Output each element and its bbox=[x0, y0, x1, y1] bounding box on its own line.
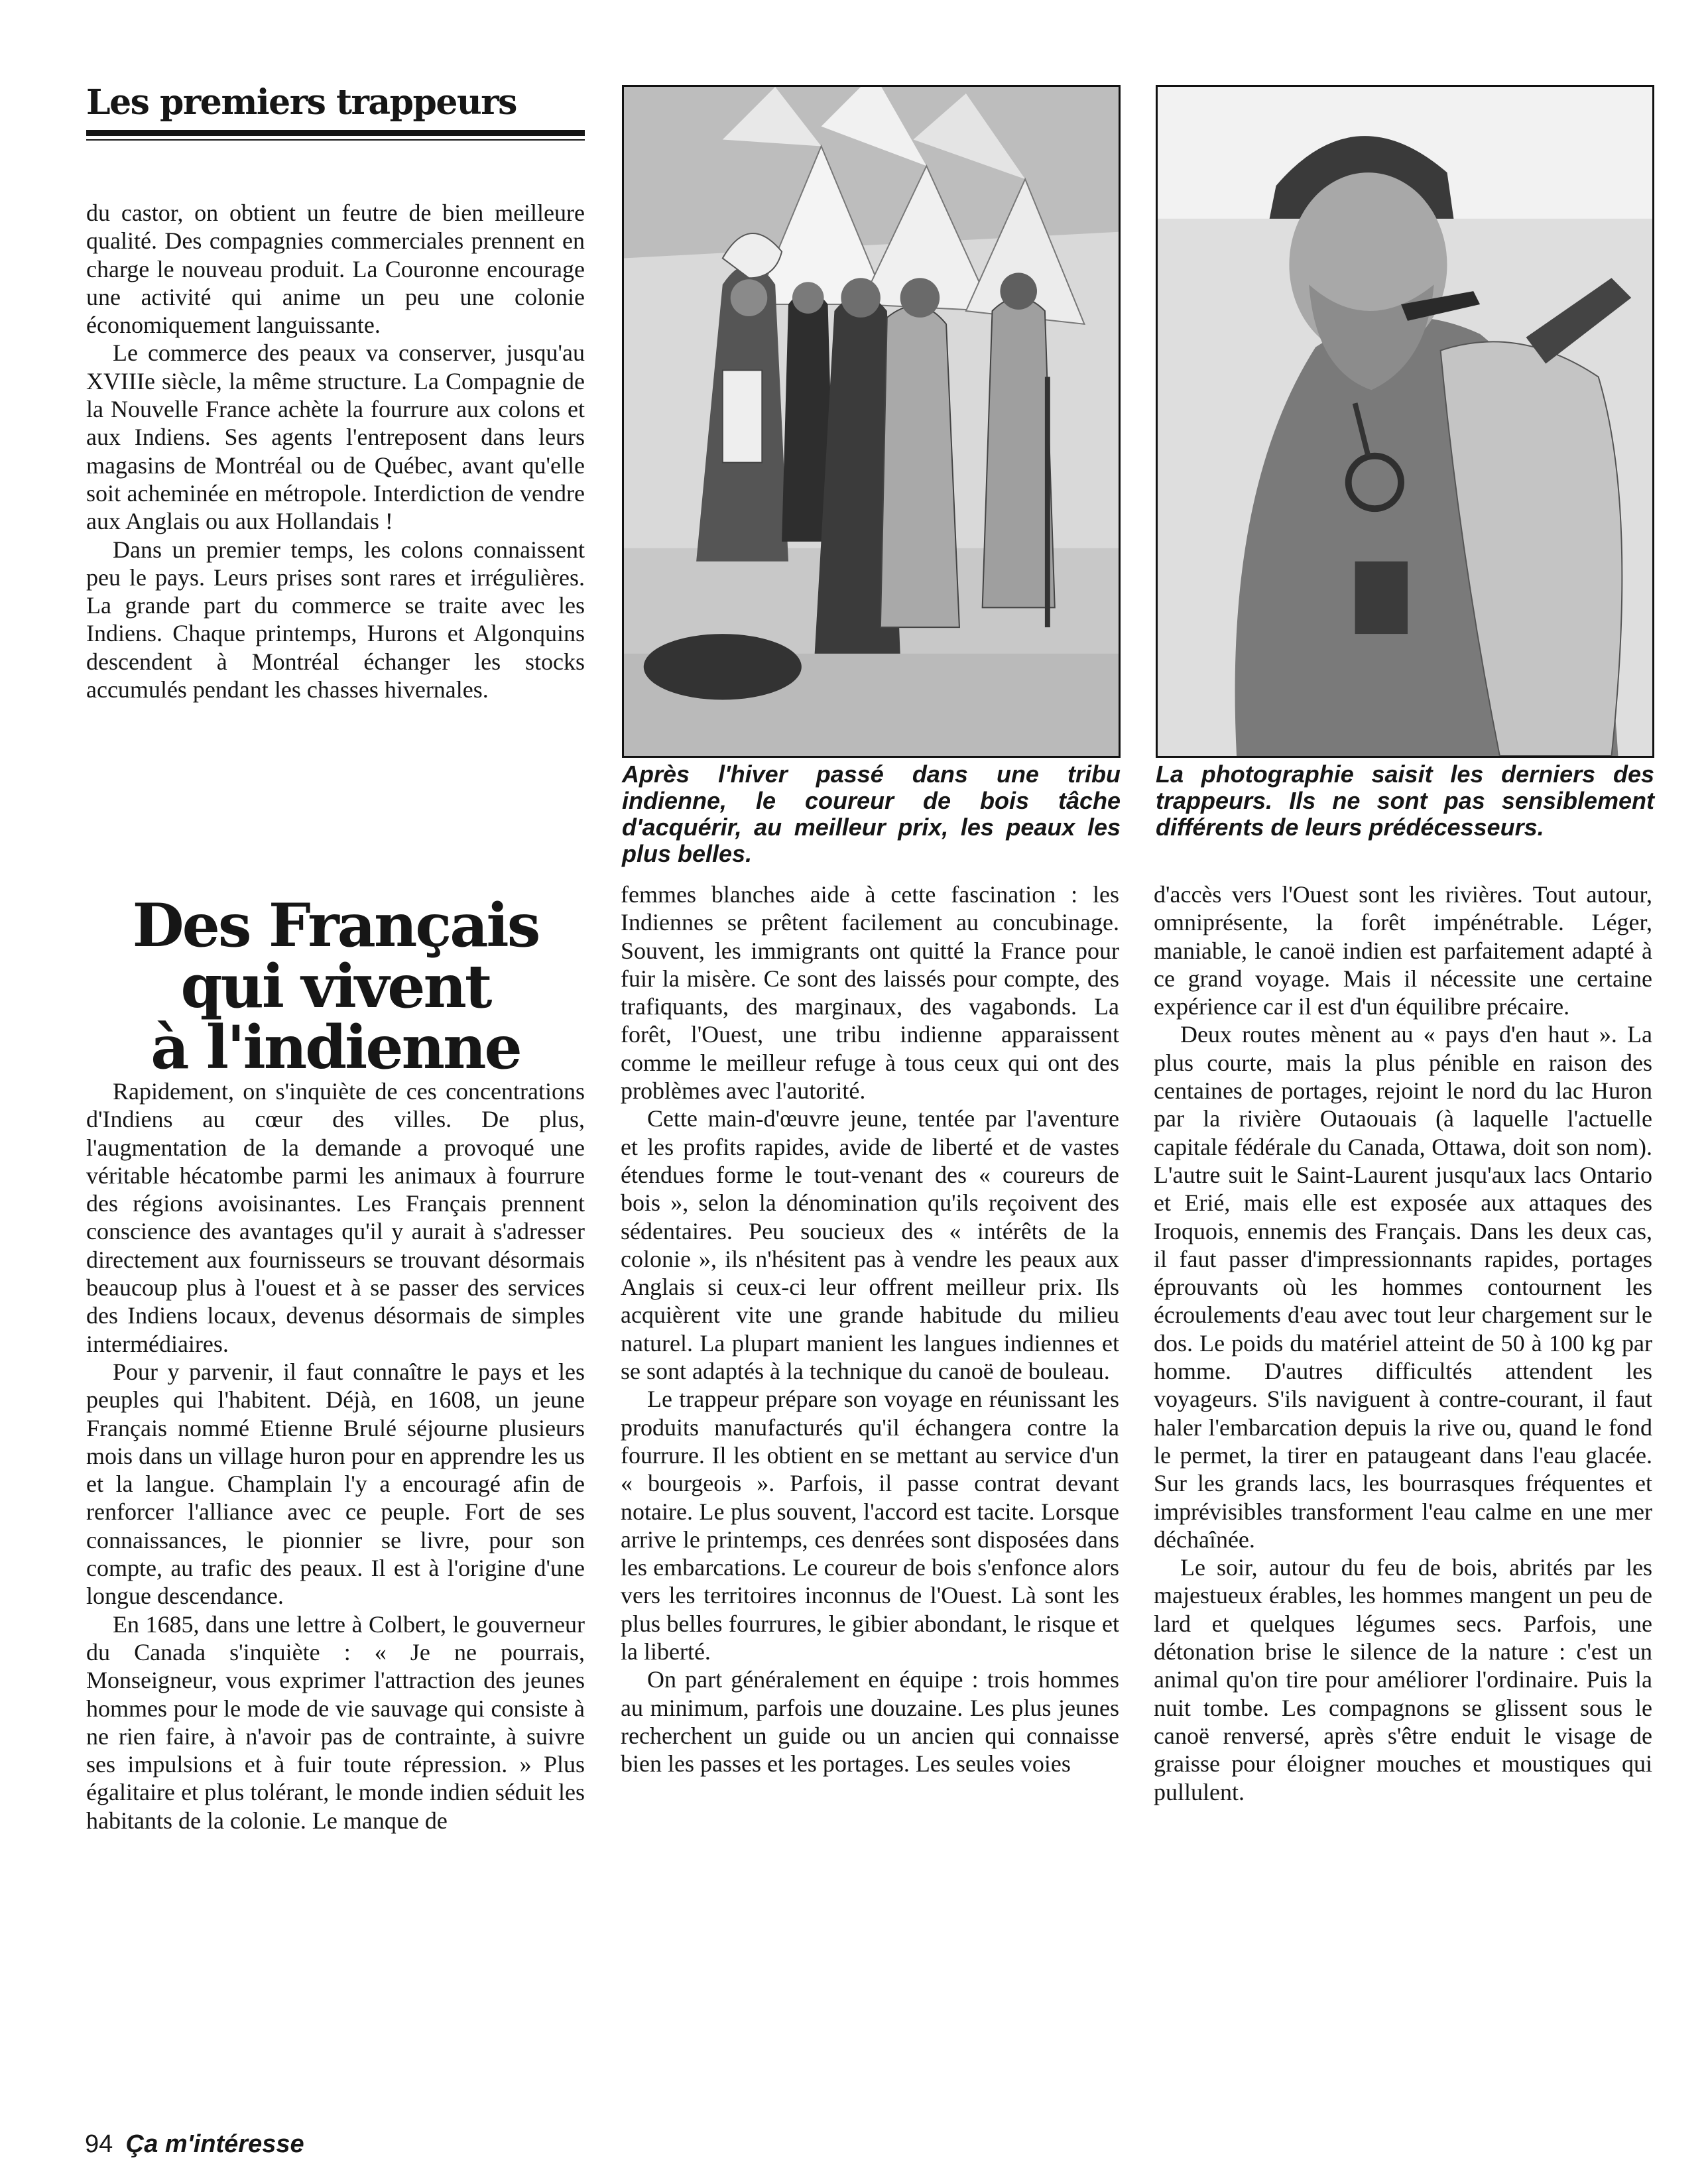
column-left-top bbox=[86, 199, 585, 703]
paragraph: Dans un premier temps, les colons connaissent peu le pays. Leurs prises sont rares et irrégulières. La grande part du commerce se traite avec les Indiens. Chaque printemps, Hurons et Algonquins descendent à Montréal échanger les stocks accumulés pendant les chasses hivernales. bbox=[86, 536, 585, 703]
photograph-old-trapper bbox=[1156, 85, 1654, 758]
paragraph: Le soir, autour du feu de bois, abrités par les majestueux érables, les hommes mangent un peu de lard et quelques légumes secs. Parfois, une détonation brise le silence de la nature : c'est un animal qu'on tire pour améliorer l'ordinaire. Puis la nuit tombe. Les compagnons se glissent sous le canoë renversé, après s'être enduit le visage de graisse pour éloigner mouches et moustiques qui pullulent. bbox=[1154, 1554, 1652, 1805]
paragraph: femmes blanches aide à cette fascination : les Indiennes se prêtent facilement au concubinage. Souvent, les immigrants ont quitté la France pour fuir la misère. Ce sont des laissés pour compte, des trafiquants, des marginaux, des vagabonds. La forêt, l'Ouest, une tribu indienne apparaissent comme le meilleur refuge à tous ceux qui ont des problèmes avec l'autorité. bbox=[621, 881, 1119, 1105]
column-left-bottom bbox=[86, 1077, 585, 1835]
page-number: 94 bbox=[85, 2130, 113, 2158]
illustration-trappers-indian-camp-icon bbox=[624, 87, 1119, 756]
article-headline bbox=[86, 890, 585, 1083]
headline-line: à l'indienne bbox=[151, 1012, 520, 1083]
paragraph: Pour y parvenir, il faut connaître le pays et les peuples qui l'habitent. Déjà, en 1608, un jeune Français nommé Etienne Brulé séjourne plusieurs mois dans un village huron pour en apprendre les us et la langue. Champlain l'y a encouragé afin de renforcer l'alliance avec ce peuple. Fort de ses connaissances, le pionnier se livre, pour son compte, au trafic des peaux. Il est à l'origine d'une longue descendance. bbox=[86, 1358, 585, 1610]
photograph-old-trapper-icon bbox=[1158, 87, 1652, 756]
paragraph: Cette main-d'œuvre jeune, tentée par l'aventure et les profits rapides, avide de liberté et de vastes étendues forme le tout-venant des « coureurs de bois », selon la dénomination qu'ils reçoivent des sédentaires. Peu soucieux des « intérêts de la colonie », ils n'hésitent pas à vendre les peaux aux Anglais si ceux-ci leur offrent meilleur prix. Ils acquièrent vite une grande habitude du milieu naturel. La plupart manient les langues indiennes et se sont adaptés à la technique du canoë de bouleau. bbox=[621, 1105, 1119, 1385]
magazine-name: Ça m'intéresse bbox=[125, 2130, 304, 2158]
paragraph: Deux routes mènent au « pays d'en haut ». La plus courte, mais la plus pénible en raison des centaines de portages, rejoint le nord du lac Huron par la rivière Outaouais (à laquelle l'actuelle capitale fédérale du Canada, Ottawa, doit son nom). L'autre suit le Saint-Laurent jusqu'aux lacs Ontario et Erié, mais elle est exposée aux attaques des Iroquois, ennemis des Français. Dans les deux cas, il faut passer d'impressionnants rapides, portages éprouvants où les hommes contournent les écroulements d'eau avec tout leur chargement sur le dos. Le poids du matériel atteint de 50 à 100 kg par homme. D'autres difficultés attendent les voyageurs. S'ils naviguent à contre-courant, il faut haler l'embarcation depuis la rive ou, quand le fond le permet, la tirer en pataugeant dans l'eau glacée. Sur les grands lacs, les bourrasques fréquentes et imprévisibles transforment l'eau calme en une mer déchaînée. bbox=[1154, 1021, 1652, 1553]
section-header bbox=[86, 80, 585, 141]
paragraph: On part généralement en équipe : trois hommes au minimum, parfois une douzaine. Les plus jeunes recherchent un guide ou un ancien qui connaisse bien les passes et les portages. Les seules voies bbox=[621, 1666, 1119, 1778]
caption-illustration: Après l'hiver passé dans une tribu indienne, le coureur de bois tâche d'acquérir, au meilleur prix, les peaux les plus belles. bbox=[622, 760, 1121, 867]
section-rule-thin bbox=[86, 139, 585, 141]
column-middle bbox=[621, 880, 1119, 1778]
headline-line: Des Français bbox=[132, 890, 539, 961]
headline-line: qui vivent bbox=[180, 951, 491, 1022]
page-footer bbox=[85, 2130, 304, 2159]
paragraph: d'accès vers l'Ouest sont les rivières. Tout autour, omniprésente, la forêt impénétrable. Léger, maniable, le canoë indien est parfaitement adapté à ce grand voyage. Mais il nécessite une certaine expérience car il est d'un équilibre précaire. bbox=[1154, 881, 1652, 1020]
illustration-trappers-indian-camp bbox=[622, 85, 1121, 758]
paragraph: du castor, on obtient un feutre de bien meilleure qualité. Des compagnies commerciales prennent en charge le nouveau produit. La Couronne encourage une activité qui anime un peu une colonie économiquement languissante. bbox=[86, 200, 585, 339]
paragraph: Le trappeur prépare son voyage en réunissant les produits manufacturés qu'il échangera contre la fourrure. Il les obtient en se mettant au service d'un « bourgeois ». Parfois, il passe contrat devant notaire. Le plus souvent, l'accord est tacite. Lorsque arrive le printemps, ces denrées sont disposées dans les embarcations. Le coureur de bois s'enfonce alors vers les territoires inconnus de l'Ouest. Là sont les plus belles fourrures, le gibier abondant, le risque et la liberté. bbox=[621, 1386, 1119, 1665]
section-rule bbox=[86, 130, 585, 136]
paragraph: En 1685, dans une lettre à Colbert, le gouverneur du Canada s'inquiète : « Je ne pourrais, Monseigneur, vous exprimer l'attraction des jeunes hommes pour le mode de vie sauvage qui consiste à ne rien faire, à n'avoir pas de contrainte, à suivre ses impulsions et à fuir toute répression. » Plus égalitaire et plus tolérant, le monde indien séduit les habitants de la colonie. Le manque de bbox=[86, 1610, 585, 1834]
caption-photograph: La photographie saisit les derniers des trappeurs. Ils ne sont pas sensiblement différents de leurs prédécesseurs. bbox=[1156, 760, 1654, 841]
paragraph: Le commerce des peaux va conserver, jusqu'au XVIIIe siècle, la même structure. La Compagnie de la Nouvelle France achète la fourrure aux colons et aux Indiens. Ses agents l'entreposent dans leurs magasins de Montréal ou de Québec, avant qu'elle soit acheminée en métropole. Interdiction de vendre aux Anglais ou aux Hollandais ! bbox=[86, 339, 585, 535]
section-title: Les premiers trappeurs bbox=[86, 82, 517, 123]
column-right bbox=[1154, 880, 1652, 1806]
paragraph: Rapidement, on s'inquiète de ces concentrations d'Indiens au cœur des villes. De plus, l'augmentation de la demande a provoqué une véritable hécatombe parmi les animaux à fourrure des régions avoisinantes. Les Français prennent conscience des avantages qu'il y aurait à s'adresser directement aux fournisseurs se trouvant désormais beaucoup plus à l'ouest et à se passer des services des Indiens locaux, devenus désormais de simples intermédiaires. bbox=[86, 1078, 585, 1357]
